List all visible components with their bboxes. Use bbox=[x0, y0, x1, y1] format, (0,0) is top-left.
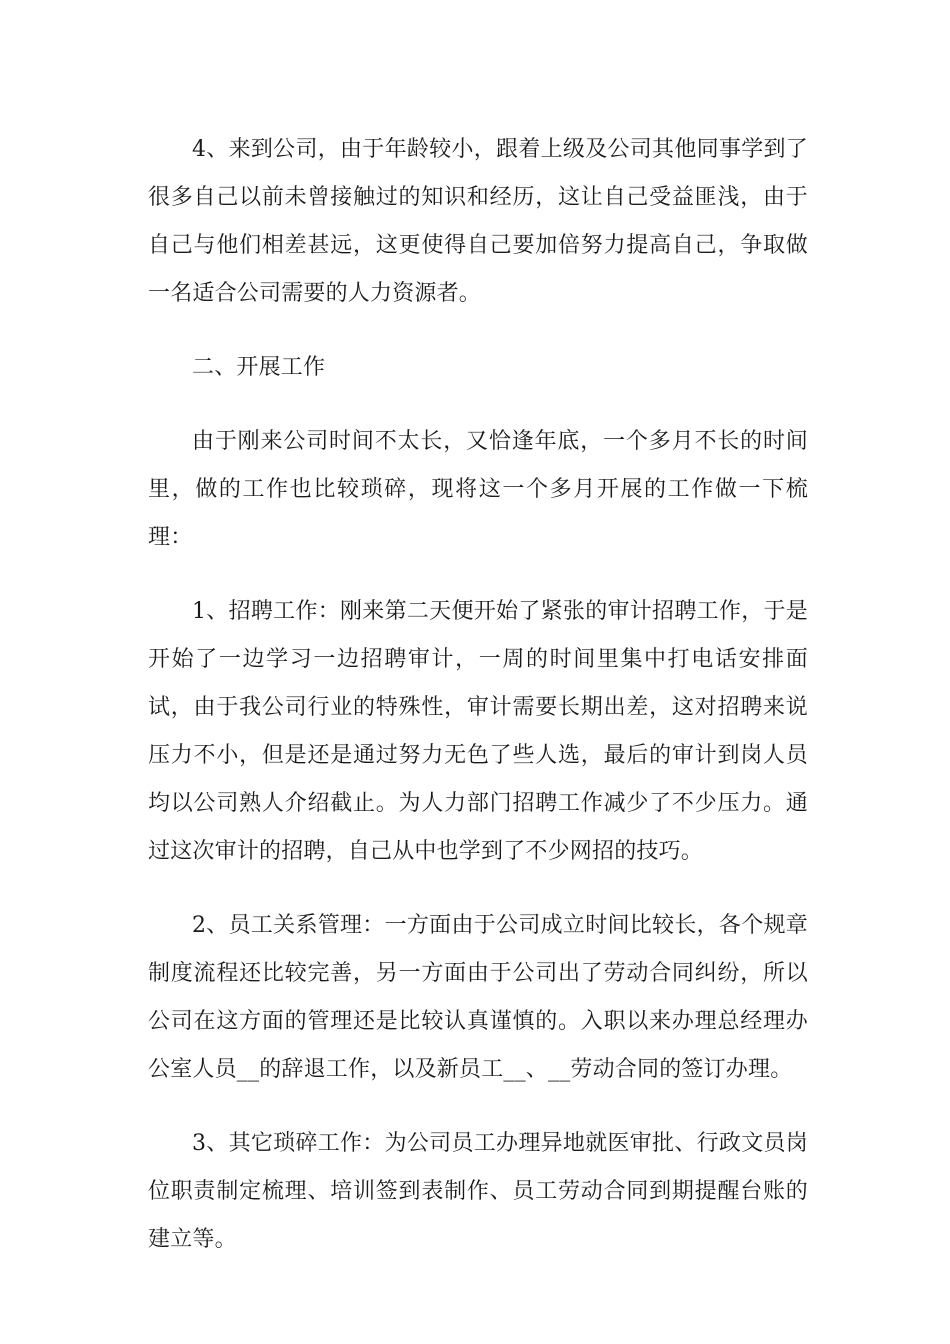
paragraph-item-2: 2、员工关系管理：一方面由于公司成立时间比较长，各个规章制度流程还比较完善，另一方面由于公司出了劳动合同纠纷，所以公司在这方面的管理还是比较认真谨慎的。入职以来办理总经理办公室人员__的辞退工作，以及新员工__、__劳动合同的签订办理。 bbox=[148, 913, 808, 1082]
paragraph-item-1: 1、招聘工作：刚来第二天便开始了紧张的审计招聘工作，于是开始了一边学习一边招聘审计，一周的时间里集中打电话安排面试，由于我公司行业的特殊性，审计需要长期出差，这对招聘来说压力不小，但是还是通过努力无色了些人选，最后的审计到岗人员均以公司熟人介绍截止。为人力部门招聘工作减少了不少压力。通过这次审计的招聘，自己从中也学到了不少网招的技巧。 bbox=[148, 599, 808, 864]
document-body bbox=[148, 126, 808, 1290]
paragraph-item-3: 3、其它琐碎工作：为公司员工办理异地就医审批、行政文员岗位职责制定梳理、培训签到表制作、员工劳动合同到期提醒台账的建立等。 bbox=[148, 1131, 808, 1252]
section-heading: 二、开展工作 bbox=[192, 355, 326, 380]
paragraph-item-4: 4、来到公司，由于年龄较小，跟着上级及公司其他同事学到了很多自己以前未曾接触过的知识和经历，这让自己受益匪浅，由于自己与他们相差甚远，这更使得自己要加倍努力提高自己，争取做一名适合公司需要的人力资源者。 bbox=[148, 137, 808, 306]
paragraph-intro: 由于刚来公司时间不太长，又恰逢年底，一个多月不长的时间里，做的工作也比较琐碎，现将这一个多月开展的工作做一下梳理： bbox=[148, 429, 808, 550]
